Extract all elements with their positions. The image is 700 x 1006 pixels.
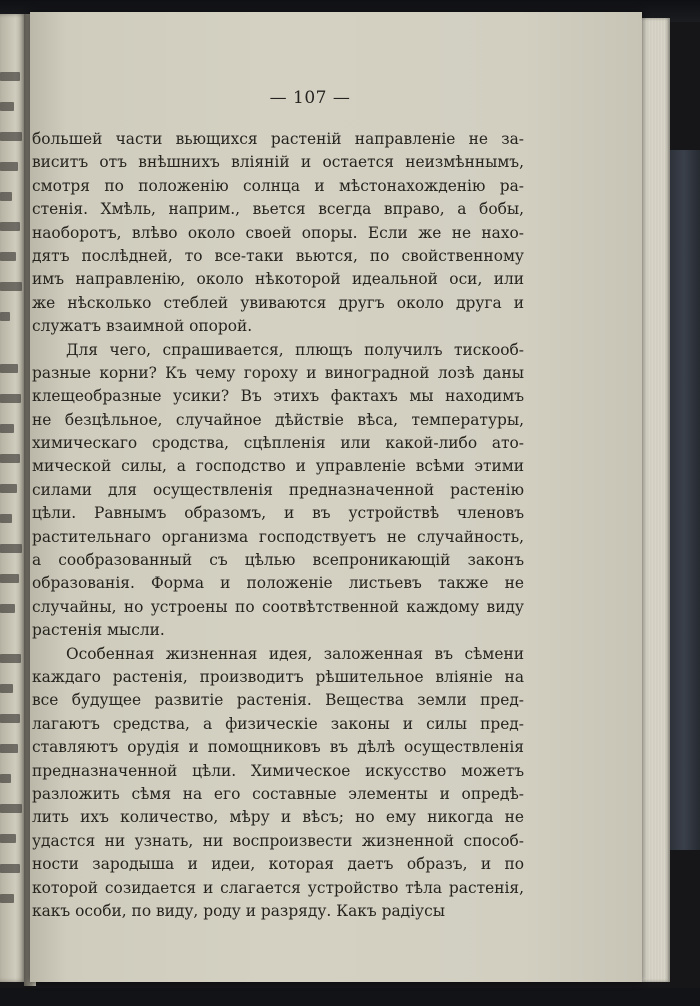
- book-page: [30, 12, 642, 982]
- paragraph: [32, 643, 524, 924]
- text-line: дятъ послѣдней, то все-таки вьются, по свойственному: [32, 246, 524, 265]
- left-page-text-fragment: [0, 222, 20, 231]
- left-page-text-fragment: [0, 834, 16, 843]
- left-page-text-fragment: [0, 424, 14, 433]
- book-cover-board: [668, 150, 700, 850]
- left-page-text-fragment: [0, 544, 22, 553]
- left-page-text-fragment: [0, 864, 20, 873]
- left-page-text-fragment: [0, 774, 11, 783]
- text-line: растенія мысли.: [32, 621, 165, 640]
- text-line: большей части вьющихся растеній направленіе не за-: [32, 130, 524, 148]
- text-line: Для чего, спрашивается, плющъ получилъ тискооб-: [66, 340, 524, 359]
- left-page-text-fragment: [0, 312, 10, 321]
- left-page-text-fragment: [0, 804, 22, 813]
- text-line: предназначенной цѣли. Химическое искусство можетъ: [32, 761, 524, 780]
- paragraph: [32, 339, 524, 643]
- text-line: лагаютъ средства, а физическіе законы и силы пред-: [32, 714, 524, 733]
- text-line: смотря по положенію солнца и мѣстонахожденію ра-: [32, 176, 524, 195]
- text-line: а сообразованный съ цѣлью всепроникающій законъ: [32, 551, 524, 570]
- paragraph: [32, 128, 524, 339]
- left-page-text-fragment: [0, 72, 20, 81]
- text-line: которой созидается и слагается устройство тѣла растенія,: [32, 878, 524, 897]
- left-page-text-fragment: [0, 162, 18, 171]
- left-page-text-fragment: [0, 714, 20, 723]
- previous-page-edge: [0, 14, 26, 982]
- page-body-text: [32, 128, 524, 923]
- left-page-text-fragment: [0, 604, 15, 613]
- left-page-text-fragment: [0, 394, 21, 403]
- text-line: лить ихъ количество, мѣру и вѣсъ; но ему никогда не: [32, 808, 524, 827]
- text-line: служатъ взаимной опорой.: [32, 317, 253, 336]
- text-line: клещеобразные усики? Въ этихъ фактахъ мы находимъ: [32, 387, 524, 406]
- text-line: разложить сѣмя на его составные элементы и опредѣ-: [32, 784, 524, 803]
- text-line: каждаго растенія, производитъ рѣшительное вліяніе на: [32, 667, 524, 686]
- left-page-text-fragment: [0, 102, 14, 111]
- left-page-text-fragment: [0, 454, 20, 463]
- left-page-text-fragment: [0, 684, 13, 693]
- text-line: удастся ни узнать, ни воспроизвести жизненной способ-: [32, 831, 524, 850]
- page-number: — 107 —: [269, 88, 351, 108]
- text-line: силами для осуществленія предназначенной растенію: [32, 480, 524, 499]
- text-line: какъ особи, по виду, роду и разряду. Какъ радіусы: [32, 901, 445, 920]
- text-line: имъ направленію, около нѣкоторой идеальной оси, или: [32, 270, 524, 289]
- left-page-text-fragment: [0, 894, 14, 903]
- left-page-text-fragment: [0, 192, 12, 201]
- text-line: же нѣсколько стеблей увиваются другъ около друга и: [32, 293, 524, 312]
- text-line: цѣли. Равнымъ образомъ, и въ устройствѣ членовъ: [32, 504, 524, 523]
- text-line: разные корни? Къ чему гороху и виноградной лозѣ даны: [32, 363, 524, 382]
- left-page-text-fragment: [0, 574, 19, 583]
- text-line: растительнаго организма господствуетъ не случайность,: [32, 527, 524, 546]
- left-page-text-fragment: [0, 364, 18, 373]
- text-line: химическаго сродства, сцѣпленія или какой-либо ато-: [32, 434, 524, 453]
- left-page-text-fragment: [0, 132, 22, 141]
- left-page-text-fragment: [0, 484, 17, 493]
- text-line: Особенная жизненная идея, заложенная въ сѣмени: [66, 644, 524, 663]
- text-line: образованія. Форма и положеніе листьевъ также не: [32, 574, 524, 593]
- text-line: ности зародыша и идеи, которая даетъ образъ, и по: [32, 855, 524, 874]
- background-bottom: [0, 988, 700, 1006]
- text-line: стенія. Хмѣль, наприм., вьется всегда вправо, а бобы,: [32, 200, 524, 219]
- left-page-text-fragment: [0, 654, 21, 663]
- left-page-text-fragment: [0, 744, 18, 753]
- left-page-text-fragment: [0, 252, 16, 261]
- text-line: виситъ отъ внѣшнихъ вліяній и остается неизмѣннымъ,: [32, 153, 524, 172]
- text-line: не безцѣльное, случайное дѣйствіе вѣса, температуры,: [32, 410, 524, 429]
- text-line: ставляютъ орудія и помощниковъ въ дѣлѣ осуществленія: [32, 738, 524, 757]
- text-line: мической силы, а господство и управленіе всѣми этими: [32, 457, 524, 476]
- left-page-text-fragment: [0, 514, 12, 523]
- text-line: случайны, но устроены по соотвѣтственной каждому виду: [32, 597, 524, 616]
- left-page-text-fragment: [0, 282, 22, 291]
- text-line: все будущее развитіе растенія. Вещества земли пред-: [32, 691, 524, 710]
- text-line: наоборотъ, влѣво около своей опоры. Если же не нахо-: [32, 223, 524, 242]
